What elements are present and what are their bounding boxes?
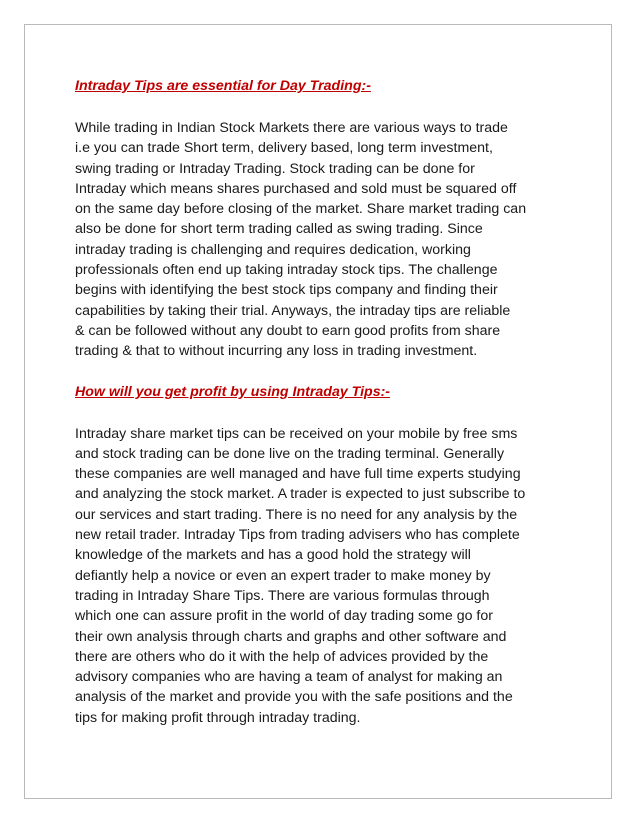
text-line: professionals often end up taking intraday stock tips. The challenge [75, 262, 498, 279]
text-line: their own analysis through charts and graphs and other software and [75, 628, 507, 645]
text-line: these companies are well managed and have full time experts studying [75, 466, 521, 483]
text-line: i.e you can trade Short term, delivery based, long term investment, [75, 140, 493, 157]
document-body [75, 76, 567, 728]
text-line: capabilities by taking their trial. Anyways, the intraday tips are reliable [75, 302, 511, 319]
text-line: and stock trading can be done live on the trading terminal. Generally [75, 445, 505, 462]
section-heading-profit: How will you get profit by using Intraday Tips:- [75, 383, 391, 400]
text-line: defiantly help a novice or even an expert trader to make money by [75, 567, 491, 584]
text-line: Intraday which means shares purchased and sold must be squared off [75, 180, 517, 197]
text-line: also be done for short term trading called as swing trading. Since [75, 221, 483, 238]
section-paragraph-day-trading [75, 118, 567, 362]
text-line: new retail trader. Intraday Tips from trading advisers who has complete [75, 527, 520, 544]
section-paragraph-profit [75, 424, 567, 728]
text-line: there are others who do it with the help of advices provided by the [75, 648, 489, 665]
text-line: begins with identifying the best stock tips company and finding their [75, 282, 498, 299]
text-line: trading & that to without incurring any loss in trading investment. [75, 343, 478, 360]
text-line: Intraday share market tips can be received on your mobile by free sms [75, 425, 518, 442]
text-line: and analyzing the stock market. A trader is expected to just subscribe to [75, 486, 526, 503]
text-line: trading in Intraday Share Tips. There are various formulas through [75, 587, 490, 604]
section-heading-day-trading: Intraday Tips are essential for Day Trading:- [75, 78, 371, 94]
text-line: analysis of the market and provide you with the safe positions and the [75, 689, 513, 706]
text-line: While trading in Indian Stock Markets there are various ways to trade [75, 120, 508, 136]
text-line: knowledge of the markets and has a good hold the strategy will [75, 547, 471, 564]
text-line: intraday trading is challenging and requires dedication, working [75, 241, 471, 258]
text-line: advisory companies who are having a team of analyst for making an [75, 669, 503, 686]
text-line: tips for making profit through intraday trading. [75, 709, 361, 726]
text-line: our services and start trading. There is no need for any analysis by the [75, 506, 518, 523]
text-line: & can be followed without any doubt to earn good profits from share [75, 322, 501, 339]
text-line: swing trading or Intraday Trading. Stock trading can be done for [75, 160, 475, 177]
text-line: which one can assure profit in the world of day trading some go for [75, 608, 493, 625]
text-line: on the same day before closing of the market. Share market trading can [75, 201, 527, 218]
